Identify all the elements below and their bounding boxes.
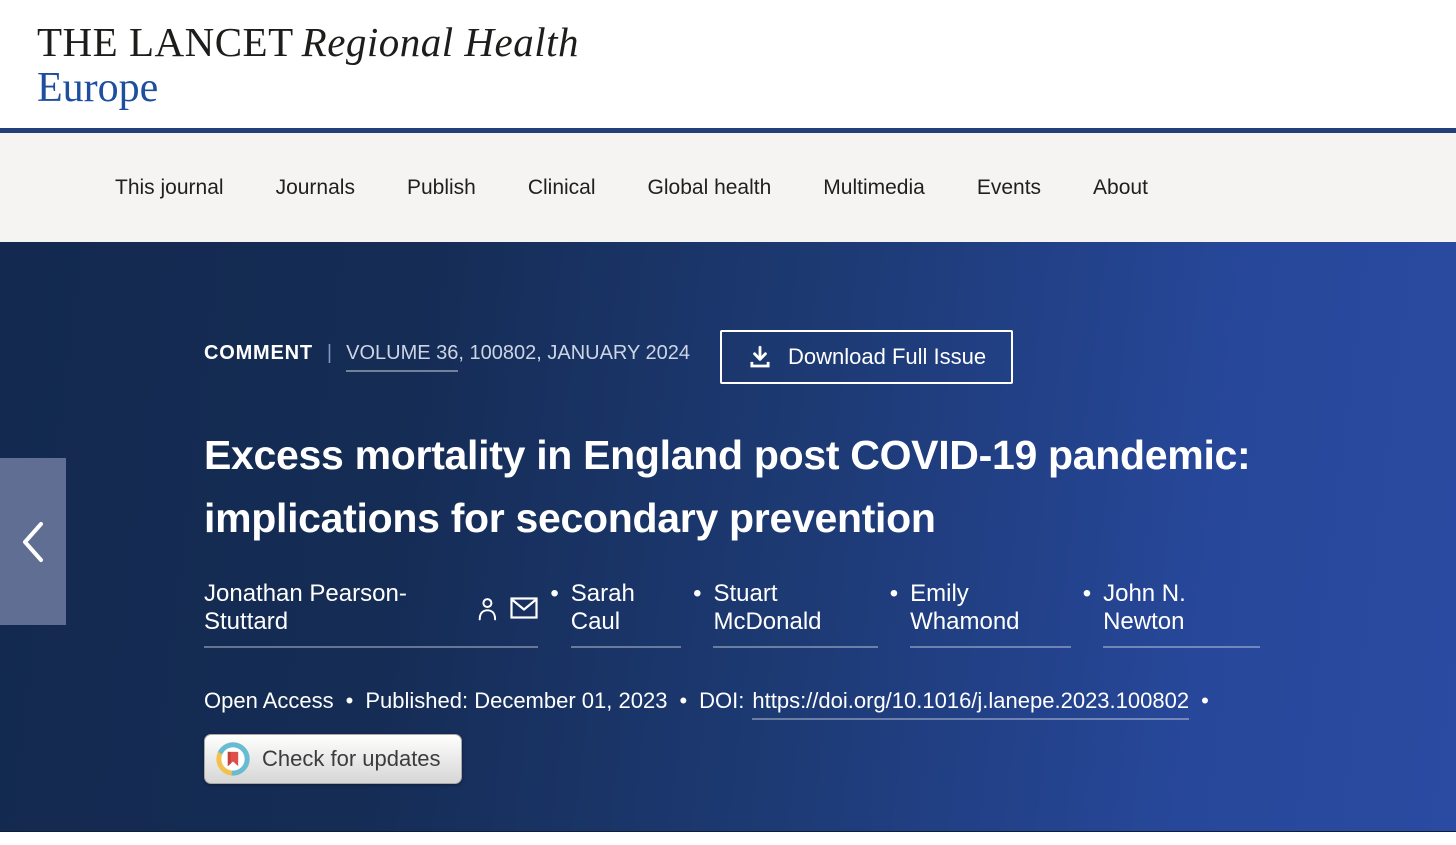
nav-item-global-health[interactable]: Global health <box>647 175 772 199</box>
main-nav <box>0 133 1456 242</box>
article-meta-row <box>204 688 1260 720</box>
chevron-left-icon <box>20 521 46 563</box>
article-hero <box>0 242 1456 832</box>
author-link-sarah-caul[interactable]: Sarah Caul <box>571 580 681 648</box>
hero-content <box>0 242 1260 784</box>
logo-brand-suffix: Regional Health <box>301 19 580 65</box>
nav-item-publish[interactable]: Publish <box>406 175 476 199</box>
journal-logo[interactable] <box>37 20 579 110</box>
logo-region: Europe <box>37 65 159 112</box>
author-link-john-n-newton[interactable]: John N. Newton <box>1103 580 1260 648</box>
check-for-updates-button[interactable] <box>204 734 462 784</box>
open-access-label: Open Access <box>204 688 334 713</box>
download-icon <box>747 344 773 370</box>
nav-item-multimedia[interactable]: Multimedia <box>823 175 925 199</box>
volume-link[interactable]: VOLUME 36 <box>346 342 458 372</box>
bullet-separator: • <box>1201 688 1209 713</box>
nav-item-about[interactable]: About <box>1093 175 1148 199</box>
bullet-separator: • <box>679 688 688 713</box>
article-eyebrow <box>204 342 690 372</box>
article-title-line1: Excess mortality in England post COVID-19 pandemic: <box>204 432 1251 478</box>
email-icon <box>510 597 538 619</box>
article-title-line2: implications for secondary prevention <box>204 495 936 541</box>
author-link-stuart-mcdonald[interactable]: Stuart McDonald <box>713 580 877 648</box>
logo-line1 <box>37 20 579 65</box>
nav-item-journals[interactable]: Journals <box>275 175 355 199</box>
authors-row <box>204 580 1260 648</box>
bullet-separator: • <box>345 688 354 713</box>
bullet-separator: • <box>889 580 899 607</box>
issue-details: , 100802, JANUARY 2024 <box>458 342 691 364</box>
author-link-jonathan-pearson-stuttard[interactable]: Jonathan Pearson-Stuttard <box>204 580 407 635</box>
site-header <box>0 0 1456 128</box>
download-button-label: Download Full Issue <box>788 344 987 369</box>
check-updates-label: Check for updates <box>262 746 441 771</box>
article-type-label: COMMENT <box>204 342 313 364</box>
author-link-emily-whamond[interactable]: Emily Whamond <box>910 580 1071 648</box>
author-chip-corresponding <box>204 580 538 648</box>
eyebrow-separator: | <box>326 342 333 364</box>
bullet-separator: • <box>1082 580 1092 607</box>
bullet-separator: • <box>693 580 702 607</box>
published-date-label: Published: December 01, 2023 <box>365 688 668 713</box>
doi-label: DOI: <box>699 688 745 713</box>
previous-article-button[interactable] <box>0 458 66 625</box>
bullet-separator: • <box>550 580 559 607</box>
nav-item-events[interactable]: Events <box>976 175 1042 199</box>
crossmark-icon <box>216 742 250 776</box>
email-author-button[interactable] <box>510 597 538 619</box>
doi-link[interactable]: https://doi.org/10.1016/j.lanepe.2023.100802 <box>752 688 1189 720</box>
download-full-issue-button[interactable] <box>720 330 1013 384</box>
eyebrow-row <box>204 330 1260 384</box>
nav-item-clinical[interactable]: Clinical <box>527 175 596 199</box>
logo-brand: THE LANCET <box>37 19 294 65</box>
person-icon <box>477 595 498 622</box>
article-title <box>204 424 1260 550</box>
nav-item-this-journal[interactable]: This journal <box>115 175 224 199</box>
